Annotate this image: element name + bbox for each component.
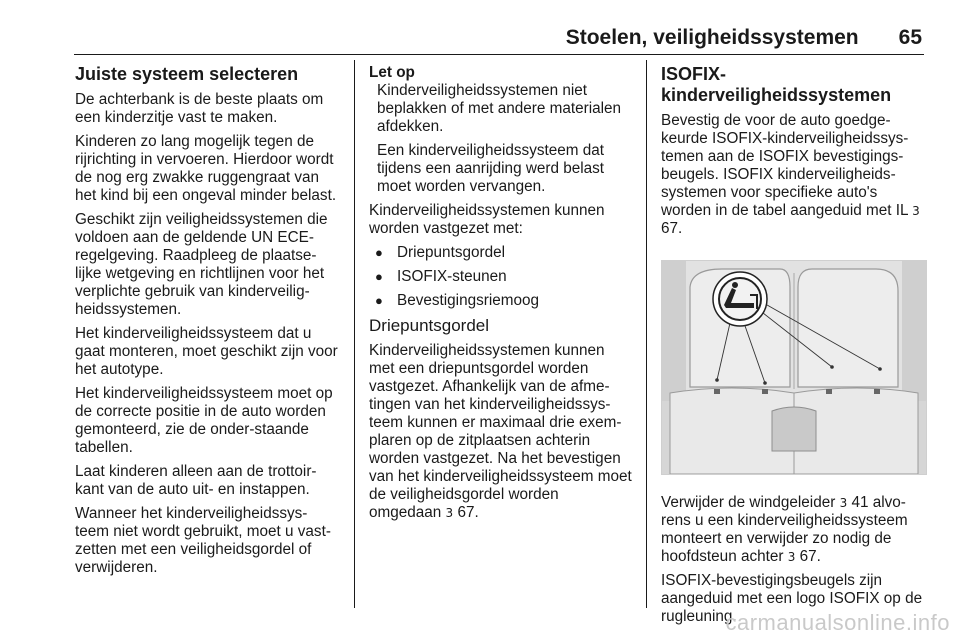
page-ref-number: 67.	[661, 220, 683, 237]
note-title: Let op	[369, 64, 415, 81]
page-header	[74, 26, 922, 50]
page-ref-icon: 3	[787, 550, 796, 564]
header-rule	[74, 54, 924, 55]
mount-options-list	[369, 244, 634, 310]
paragraph	[661, 112, 927, 238]
page-ref-icon: 3	[912, 204, 920, 218]
body-text: Verwijder de windgeleider	[661, 494, 836, 511]
header-title: Stoelen, veiligheidssystemen	[565, 26, 859, 49]
paragraph	[661, 494, 927, 566]
body-text: 41 alvo-rens u een kinderveiligheidssysteem monteert en verwijder zo nodig de hoofdsteun achter	[661, 494, 908, 565]
page-number: 65	[898, 26, 922, 49]
note-paragraph: Kinderveiligheidssystemen niet beplakken of met andere materialen afdekken.	[377, 82, 622, 135]
column-3	[661, 64, 927, 632]
watermark: carmanualsonline.info	[725, 610, 950, 635]
heading-juiste-systeem: Juiste systeem selecteren	[75, 64, 299, 84]
note-box	[369, 82, 634, 196]
paragraph: Kinderen zo lang mogelijk tegen de rijrichting in vervoeren. Hierdoor wordt de nog erg zwakke ruggengraat van het kind bij een ongeval minder belast.	[75, 133, 337, 204]
heading-driepuntsgordel: Driepuntsgordel	[369, 316, 490, 335]
paragraph	[369, 342, 634, 522]
column-divider-1	[354, 60, 355, 608]
paragraph: ISOFIX-bevestigingsbeugels zijn aangeduid met een logo ISOFIX op de rugleuning.	[661, 572, 923, 625]
page-ref-icon: 3	[839, 496, 848, 510]
page-ref-number: 67.	[457, 504, 479, 521]
column-2	[369, 64, 634, 528]
list-item: ● Driepuntsgordel	[369, 244, 634, 262]
page-ref-icon: 3	[445, 506, 454, 520]
rear-seat-isofix-figure	[661, 260, 927, 475]
body-text: Bevestig de voor de auto goedge-keurde ISOFIX-kinderveiligheidssys-temen aan de ISOFIX bevestigings-beugels. ISOFIX kinderveiligheids-systemen voor specifieke auto's worden in de tabel aangeduid met IL	[661, 112, 909, 219]
list-item: ● Bevestigingsriemoog	[369, 292, 634, 310]
paragraph: Het kinderveiligheidssysteem moet op de correcte positie in de auto worden gemonteerd, zie de onder-staande tabellen.	[75, 385, 333, 456]
column-divider-2	[646, 60, 647, 608]
paragraph: Wanneer het kinderveiligheidssys-teem niet wordt gebruikt, moet u vast-zetten met een veiligheidsgordel of verwijderen.	[75, 505, 331, 576]
body-text: Kinderveiligheidssystemen kunnen met een driepuntsgordel worden vastgezet. Afhankelijk van de afme-tingen van het kinderveiligheidssys-teem kunnen er maximaal drie exem-plaren op de zitplaatsen achterin worden vastgezet. Na het bevestigen van het kinderveiligheidssysteem moet de veiligheidsgordel worden omgedaan	[369, 342, 632, 521]
intro-paragraph: Kinderveiligheidssystemen kunnen worden vastgezet met:	[369, 202, 605, 237]
column-1	[75, 64, 341, 583]
note-paragraph: Een kinderveiligheidssysteem dat tijdens een aanrijding werd belast moet worden vervangen.	[377, 142, 605, 195]
isofix-child-seat-icon	[713, 272, 767, 326]
heading-isofix: ISOFIX-kinderveiligheidssystemen	[661, 64, 892, 105]
page-ref-number: 67.	[799, 548, 821, 565]
list-item: ● ISOFIX-steunen	[369, 268, 634, 286]
paragraph: De achterbank is de beste plaats om een kinderzitje vast te maken.	[75, 91, 324, 126]
paragraph: Laat kinderen alleen aan de trottoir-kant van de auto uit- en instappen.	[75, 463, 317, 498]
paragraph: Het kinderveiligheidssysteem dat u gaat monteren, moet geschikt zijn voor het autotype.	[75, 325, 338, 378]
paragraph: Geschikt zijn veiligheidssystemen die voldoen aan de geldende UN ECE-regelgeving. Raadpleeg de plaatse-lijke wetgeving en richtlijnen voor het verplichte gebruik van kinderveilig-heidssystemen.	[75, 211, 328, 318]
